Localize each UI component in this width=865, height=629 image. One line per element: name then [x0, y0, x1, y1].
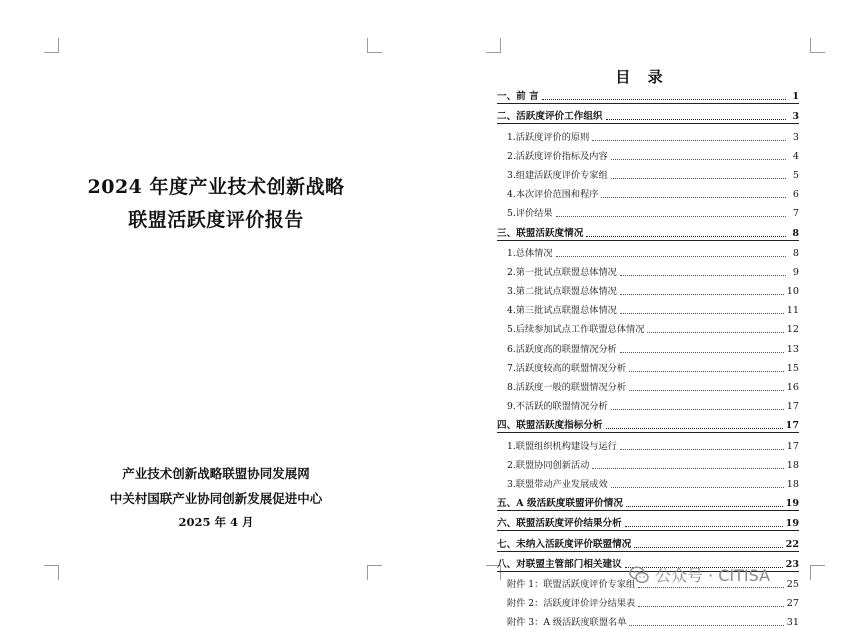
toc-entry — [497, 260, 799, 279]
toc-entry-page: 17 — [786, 401, 799, 413]
toc-entry-title: 1.活跃度评价的原则 — [507, 131, 590, 143]
toc-dot-leader — [611, 159, 786, 160]
toc-entry-title: 4.第三批试点联盟总体情况 — [507, 305, 617, 317]
toc-dot-leader — [629, 625, 783, 626]
toc-entry — [497, 163, 799, 182]
toc-dot-leader — [629, 371, 784, 372]
toc-entry-page: 5 — [792, 169, 799, 181]
toc-dot-leader — [606, 428, 783, 429]
toc-entry — [497, 531, 799, 551]
toc-dot-leader — [626, 506, 783, 507]
toc-entry-page: 8 — [792, 247, 799, 259]
crop-mark — [44, 565, 59, 580]
crop-mark — [810, 565, 825, 580]
toc-dot-leader — [629, 390, 784, 391]
toc-entry-page: 11 — [786, 305, 799, 317]
toc-entry-page: 3 — [792, 111, 799, 123]
watermark-text: 公众号 · CITISA — [655, 566, 771, 585]
toc-entry — [497, 84, 799, 104]
wechat-icon — [629, 565, 649, 585]
toc-entry-title: 5.后续参加试点工作联盟总体情况 — [507, 324, 645, 336]
toc-entry-page: 9 — [792, 266, 799, 278]
toc-entry — [497, 591, 799, 610]
toc-entry-page: 25 — [786, 578, 799, 590]
toc-dot-leader — [592, 140, 786, 141]
toc-entry-title: 9.不活跃的联盟情况分析 — [507, 401, 608, 413]
toc-entry-title: 附件 3：A 级活跃度联盟名单 — [507, 617, 627, 629]
toc-entry-page: 8 — [792, 227, 799, 239]
toc-entry-title: 3.组建活跃度评价专家组 — [507, 169, 608, 181]
toc-entry — [497, 241, 799, 260]
toc-dot-leader — [634, 547, 782, 548]
toc-entry — [497, 182, 799, 201]
toc-dot-leader — [556, 256, 786, 257]
toc-entry — [497, 317, 799, 336]
toc-entry — [497, 511, 799, 531]
crop-mark — [810, 38, 825, 53]
toc-entry-title: 1.联盟组织机构建设与运行 — [507, 440, 617, 452]
toc-dot-leader — [620, 352, 784, 353]
toc-entry-title: 三、联盟活跃度情况 — [497, 227, 584, 239]
toc-entry-title: 五、A 级活跃度联盟评价情况 — [497, 498, 623, 510]
toc-entry — [497, 394, 799, 413]
toc-dot-leader — [620, 294, 784, 295]
toc-entry-page: 17 — [786, 440, 799, 452]
toc-entry — [497, 104, 799, 124]
toc-entry-page: 10 — [786, 286, 799, 298]
toc-entry-title: 7.活跃度较高的联盟情况分析 — [507, 362, 627, 374]
toc-entry — [497, 610, 799, 629]
toc-entry-title: 七、未纳入活跃度评价联盟情况 — [497, 538, 632, 550]
toc-entry-title: 6.活跃度高的联盟情况分析 — [507, 343, 617, 355]
toc-dot-leader — [638, 587, 784, 588]
toc-entry-title: 2.活跃度评价指标及内容 — [507, 150, 608, 162]
toc-dot-leader — [611, 487, 784, 488]
toc-entry — [497, 491, 799, 511]
cover-organization-1: 产业技术创新战略联盟协同发展网 — [122, 466, 310, 481]
toc-dot-leader — [601, 197, 786, 198]
toc-dot-leader — [625, 526, 783, 527]
toc-entry-title: 1.总体情况 — [507, 247, 553, 259]
toc-entry-title: 二、活跃度评价工作组织 — [497, 111, 603, 123]
toc-entry — [497, 124, 799, 143]
toc-entry — [497, 144, 799, 163]
toc-entry-page: 12 — [786, 324, 799, 336]
toc-entry — [497, 453, 799, 472]
toc-entry-page: 22 — [785, 538, 799, 550]
toc-entry-page: 31 — [786, 617, 799, 629]
toc-entry — [497, 336, 799, 355]
toc-dot-leader — [592, 468, 784, 469]
toc-dot-leader — [620, 449, 784, 450]
toc-entry-title: 附件 2：活跃度评价评分结果表 — [507, 598, 636, 610]
toc-entry-page: 7 — [792, 208, 799, 220]
toc-entry-title: 3.联盟带动产业发展成效 — [507, 478, 608, 490]
crop-mark — [44, 38, 59, 53]
cover-date: 2025 年 4 月 — [178, 515, 254, 529]
toc-entry — [497, 375, 799, 394]
toc-dot-leader — [638, 606, 784, 607]
toc-entry-page: 15 — [786, 362, 799, 374]
toc-dot-leader — [586, 236, 786, 237]
toc-entry-title: 4.本次评价范围和程序 — [507, 189, 599, 201]
toc-entry-page: 3 — [792, 131, 799, 143]
toc-dot-leader — [611, 409, 784, 410]
toc-entry-page: 27 — [786, 598, 799, 610]
toc-entry — [497, 220, 799, 240]
toc-entry-page: 1 — [792, 91, 799, 103]
toc-entry — [497, 298, 799, 317]
toc-entry — [497, 472, 799, 491]
crop-mark — [367, 38, 382, 53]
toc-entry-title: 附件 1：联盟活跃度评价专家组 — [507, 578, 636, 590]
toc-dot-leader — [620, 313, 784, 314]
toc-entry-page: 18 — [786, 478, 799, 490]
toc-dot-leader — [611, 178, 786, 179]
toc-dot-leader — [606, 119, 786, 120]
toc-entry-page: 23 — [785, 558, 799, 570]
toc-entry-title: 2.第一批试点联盟总体情况 — [507, 266, 617, 278]
cover-title-line1: 2024 年度产业技术创新战略 — [87, 176, 345, 198]
toc-entry-page: 19 — [785, 518, 799, 530]
toc-entry-page: 17 — [785, 420, 799, 432]
toc-entry-title: 八、对联盟主管部门相关建议 — [497, 558, 622, 570]
toc-dot-leader — [620, 275, 786, 276]
toc-heading: 目 录 — [615, 68, 669, 86]
toc-dot-leader — [556, 216, 786, 217]
toc-entry — [497, 356, 799, 375]
toc-entry — [497, 413, 799, 433]
toc-entry — [497, 433, 799, 452]
toc-entry — [497, 201, 799, 220]
toc-entry-page: 19 — [785, 498, 799, 510]
toc-entry-page: 6 — [792, 189, 799, 201]
toc-entry-page: 13 — [786, 343, 799, 355]
toc-list — [497, 84, 799, 629]
toc-entry-page: 18 — [786, 459, 799, 471]
toc-entry-title: 六、联盟活跃度评价结果分析 — [497, 518, 622, 530]
cover-page — [0, 0, 432, 609]
toc-entry — [497, 279, 799, 298]
cover-organization-2: 中关村国联产业协同创新发展促进中心 — [109, 491, 323, 506]
watermark — [629, 563, 770, 586]
toc-entry-title: 四、联盟活跃度指标分析 — [497, 420, 603, 432]
crop-mark — [486, 38, 501, 53]
toc-dot-leader — [542, 99, 786, 100]
toc-entry-title: 8.活跃度一般的联盟情况分析 — [507, 382, 627, 393]
toc-entry-title: 一、前 言 — [497, 91, 539, 103]
toc-entry-page: 16 — [786, 382, 799, 393]
toc-entry-title: 2.联盟协同创新活动 — [507, 459, 590, 471]
crop-mark — [367, 565, 382, 580]
cover-title-line2: 联盟活跃度评价报告 — [128, 209, 304, 231]
toc-entry-title: 3.第二批试点联盟总体情况 — [507, 286, 617, 298]
toc-entry-page: 4 — [792, 150, 799, 162]
toc-dot-leader — [647, 332, 783, 333]
toc-entry-title: 5.评价结果 — [507, 208, 553, 220]
